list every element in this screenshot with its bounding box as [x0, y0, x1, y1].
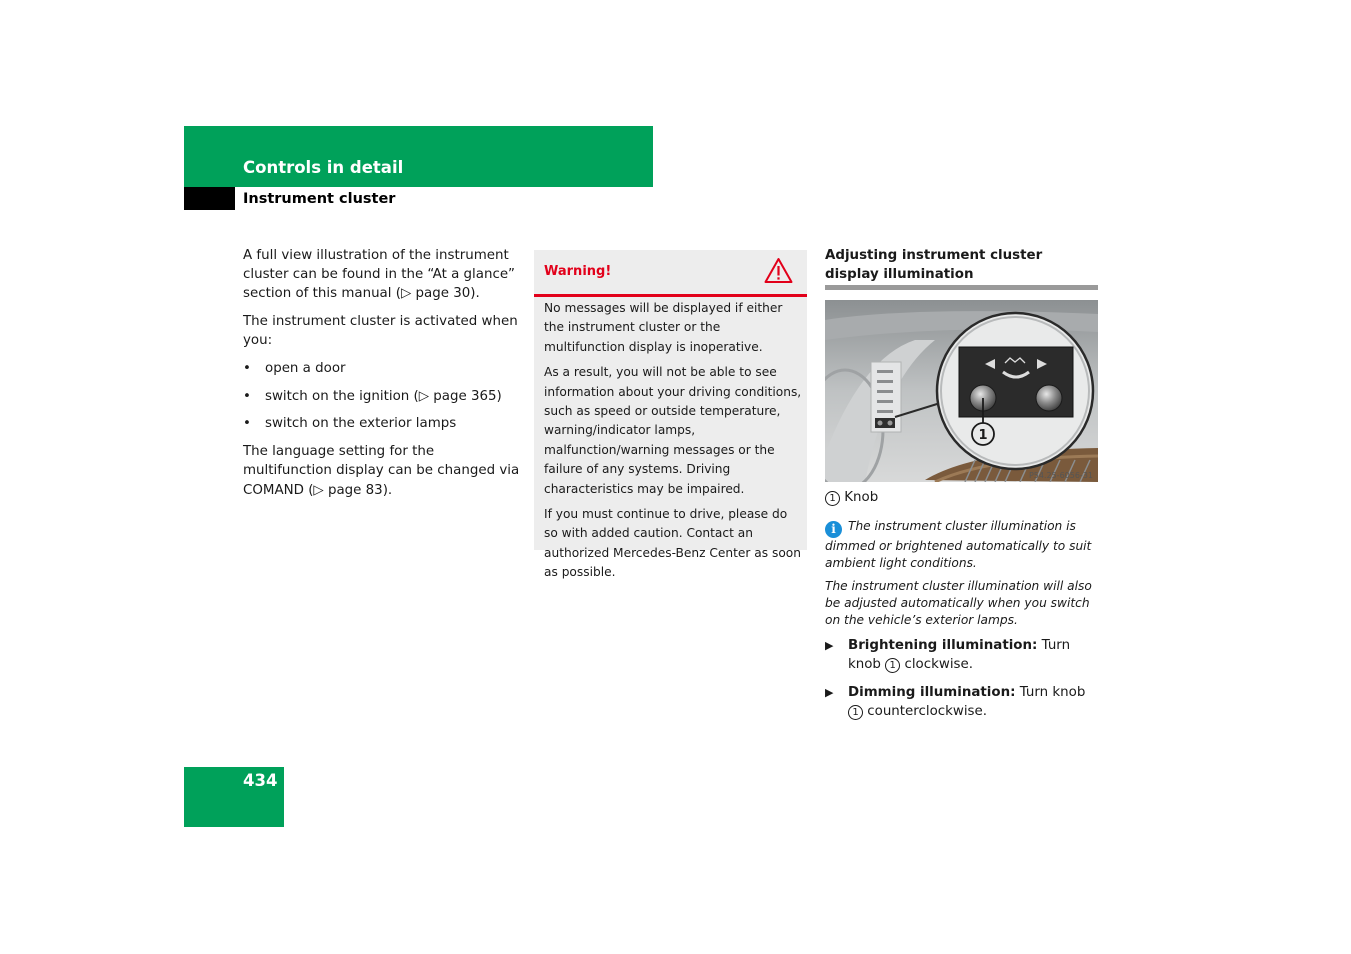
list-item-text: switch on the ignition (▷ page 365) [265, 388, 502, 404]
step-text: clockwise. [904, 657, 974, 673]
figure-callout: 1 [978, 428, 988, 443]
heading-rule [825, 285, 1098, 290]
instrument-cluster-illustration [825, 300, 1098, 482]
section-subtitle: Instrument cluster [243, 191, 396, 207]
warning-header [534, 250, 807, 297]
info-text: The instrument cluster illumination is dimmed or brightened automatically to suit ambient light conditions. [825, 519, 1092, 570]
info-paragraph: The instrument cluster illumination will also be adjusted automatically when you switch on the vehicle’s exterior lamps. [825, 579, 1092, 627]
list-item-text: open a door [265, 361, 346, 377]
callout-number: 1 [885, 658, 900, 673]
list-item [243, 387, 521, 406]
play-triangle-icon: ▶ [825, 685, 834, 699]
info-note [825, 518, 1100, 635]
info-icon: i [825, 521, 842, 538]
list-item-text: switch on the exterior lamps [265, 416, 457, 432]
warning-box [534, 250, 807, 580]
warning-paragraph: No messages will be displayed if either the instrument cluster or the multifunction display is inoperative. [544, 301, 783, 354]
warning-triangle-icon [764, 257, 793, 284]
step-label: Dimming illumination: [848, 684, 1016, 700]
play-triangle-icon: ▶ [825, 639, 834, 652]
figure-caption [825, 488, 878, 507]
activation-paragraph: The instrument cluster is activated when you: [243, 314, 518, 349]
warning-paragraph: As a result, you will not be able to see information about your driving conditions, such as speed or outside temperature, warning/indicator lamps, malfunction/warning messages or the failure of any systems. Driving characteristics may be impaired. [544, 365, 802, 496]
warning-label: Warning! [544, 264, 612, 279]
header-bar [184, 126, 653, 187]
info-paragraph [825, 518, 1100, 572]
instruction-step [825, 683, 1097, 722]
list-item [243, 359, 521, 378]
section-title: Controls in detail [243, 158, 404, 177]
intro-paragraph: A full view illustration of the instrument cluster can be found in the “At a glance” section of this manual (▷ page 30). [243, 248, 515, 302]
warning-paragraph: If you must continue to drive, please do so with added caution. Contact an authorized Mercedes-Benz Center as soon as possible. [544, 507, 801, 580]
bullet-icon: • [243, 388, 251, 404]
header-tab-marker [184, 187, 235, 210]
step-text: Turn knob [1019, 684, 1086, 700]
callout-number: 1 [848, 705, 863, 720]
page-number: 434 [243, 771, 278, 790]
bullet-icon: • [243, 416, 251, 432]
step-label: Brightening illumination: [848, 638, 1038, 653]
warning-body [544, 299, 802, 589]
figure-code: P54.25-6056-31 [1028, 471, 1093, 480]
bullet-icon: • [243, 361, 251, 377]
step-text: counterclockwise. [867, 704, 988, 720]
language-paragraph: The language setting for the multifunction display can be changed via COMAND (▷ page 83). [243, 444, 520, 498]
callout-number: 1 [825, 491, 840, 506]
instruction-steps [825, 636, 1097, 730]
list-item [243, 414, 521, 433]
step-text: Turn knob [848, 638, 1071, 673]
instruction-step [825, 636, 1097, 675]
caption-text: Knob [844, 490, 879, 505]
intro-column [243, 246, 521, 508]
subsection-heading: Adjusting instrument cluster display illumination [825, 248, 1043, 282]
